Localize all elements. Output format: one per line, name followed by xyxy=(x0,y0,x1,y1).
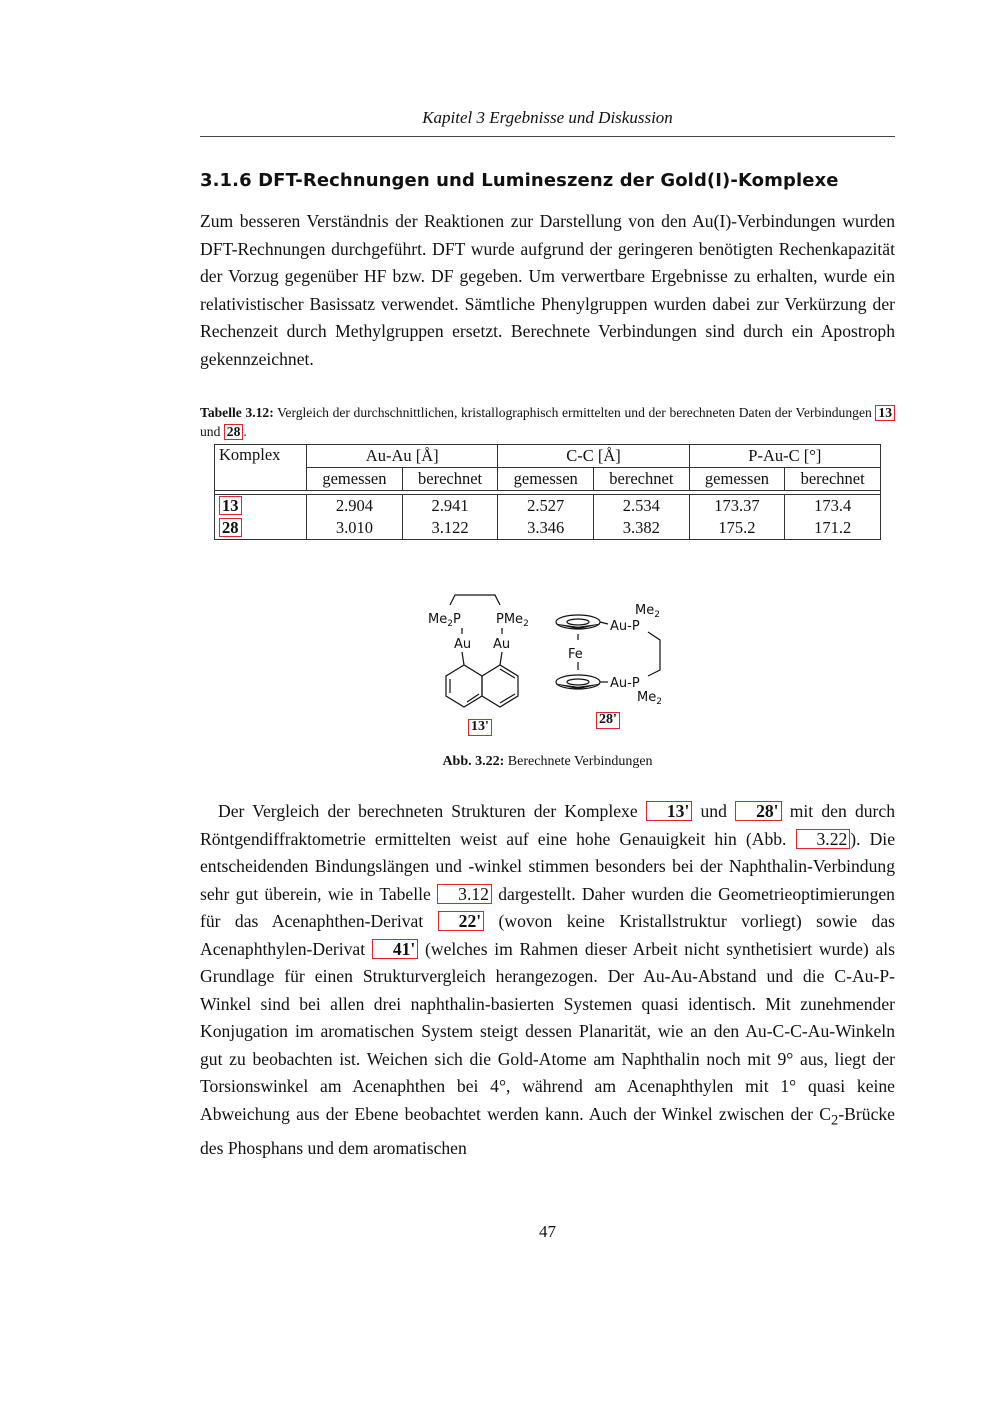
table-cell: 175.2 xyxy=(689,517,785,540)
ref-link-13-prime[interactable]: 13' xyxy=(646,801,692,821)
ref-link-fig-3-22[interactable]: 3.22 xyxy=(796,829,851,849)
table-cell: 173.4 xyxy=(785,495,881,518)
text-run: (wovon keine Kristallstruktur vorliegt) sowie das Acenaphthylen-Derivat xyxy=(200,911,895,959)
atom-label-fe: Fe xyxy=(568,647,583,662)
table-cell: 2.534 xyxy=(594,495,690,518)
table-caption-and: und xyxy=(200,424,221,439)
table-cell: 3.122 xyxy=(402,517,498,540)
table-caption xyxy=(200,403,895,441)
table-cell: 3.382 xyxy=(594,517,690,540)
ref-link-28-prime[interactable]: 28' xyxy=(735,801,781,821)
subheader: gemessen xyxy=(498,468,594,491)
atom-label-pme2: PMe$_2$ xyxy=(496,612,529,629)
table-cell: 3.010 xyxy=(307,517,403,540)
subheader: berechnet xyxy=(785,468,881,491)
header-komplex: Komplex xyxy=(215,445,307,491)
text-run: Der Vergleich der berechneten Strukturen der Komplexe xyxy=(218,801,646,821)
atom-label-me2: $Me_2$ xyxy=(637,690,662,707)
subheader: berechnet xyxy=(402,468,498,491)
subscript: 2 xyxy=(831,1112,839,1129)
text-run: ). Die entscheidenden Bindungslängen und -winkel stimmen besonders bei der Naphthalin-Verbindung sehr gut überein, wie in Tabelle xyxy=(200,828,895,904)
table-cell: 2.904 xyxy=(307,495,403,518)
atom-label-au: Au xyxy=(454,637,472,652)
table-cell: 2.941 xyxy=(402,495,498,518)
subheader: berechnet xyxy=(594,468,690,491)
subheader: gemessen xyxy=(307,468,403,491)
table-row xyxy=(215,517,881,540)
header-group-c-c: C-C [Å] xyxy=(498,445,689,468)
section-title: 3.1.6 DFT-Rechnungen und Lumineszenz der Gold(I)-Komplexe xyxy=(200,170,839,191)
table-cell: 3.346 xyxy=(498,517,594,540)
table-cell: 2.527 xyxy=(498,495,594,518)
figure-caption-label: Abb. 3.22: xyxy=(442,754,505,769)
text-run: -Brücke des Phosphans und dem aromatischen xyxy=(200,1103,895,1158)
table-cell: 173.37 xyxy=(689,495,785,518)
figure-label-13[interactable]: 13' xyxy=(468,719,492,736)
comparison-table xyxy=(214,444,881,540)
paragraph-discussion xyxy=(200,798,895,1162)
text-run: und xyxy=(692,801,736,821)
subheader: gemessen xyxy=(689,468,785,491)
header-rule xyxy=(200,136,895,137)
atom-label-au-p: Au-P xyxy=(610,676,640,691)
page-number: 47 xyxy=(539,1222,556,1241)
ref-link-table-3-12[interactable]: 3.12 xyxy=(437,884,492,904)
table-row xyxy=(215,495,881,518)
paragraph-intro: Zum besseren Verständnis der Reaktionen zur Darstellung von den Au(I)-Verbindungen wurden DFT-Rechnungen durchgeführt. DFT wurde aufgrund der geringeren benötigten Rechenkapazität der Vorzug gegenüber HF bzw. DF gegeben. Um verwertbare Ergebnisse zu erhalten, wurde ein relativistischer Basissatz verwendet. Sämtliche Phenylgruppen wurden dabei zur Verkürzung der Rechenzeit durch Methylgruppen ersetzt. Berechnete Verbindungen sind durch ein Apostroph gekennzeichnet. xyxy=(200,211,895,369)
text-run: mit den durch Röntgendiffraktometrie ermittelten weist auf eine hohe Genauigkeit hin (Abb. xyxy=(200,801,896,849)
ref-link-13-row[interactable]: 13 xyxy=(219,496,242,515)
ref-link-22-prime[interactable]: 22' xyxy=(438,911,484,931)
ref-link-28[interactable]: 28 xyxy=(224,424,244,440)
figure-structures xyxy=(420,590,680,740)
text-run: (welches im Rahmen dieser Arbeit nicht synthetisiert wurde) als Grundlage für einen Strukturvergleich herangezogen. Der Au-Au-Abstand und die C-Au-P-Winkel sind bei allen drei naphthalin-basierten Systemen quasi identisch. Mit zunehmender Konjugation im aromatischen System steigt dessen Planarität, wie an den Au-C-C-Au-Winkeln gut zu beobachten ist. Weichen sich die Gold-Atome am Naphthalin noch mit 9° aus, liegt der Torsionswinkel am Acenaphthen bei 4°, während am Acenaphthylen mit 1° quasi keine Abweichung aus der Ebene beobachtet werden kann. Auch der Winkel zwischen der C xyxy=(200,938,895,1124)
atom-label-au: Au xyxy=(493,637,511,652)
structure-drawing xyxy=(420,590,680,740)
table-caption-end: . xyxy=(243,424,247,439)
row-komplex-cell xyxy=(215,495,307,518)
ref-link-28-row[interactable]: 28 xyxy=(219,518,242,537)
atom-label-au-p: Au-P xyxy=(610,619,640,634)
ref-link-13[interactable]: 13 xyxy=(875,405,895,421)
table-caption-label: Tabelle 3.12: xyxy=(200,405,274,420)
figure-caption xyxy=(200,754,895,770)
table-header-row xyxy=(215,445,881,468)
table-cell: 171.2 xyxy=(785,517,881,540)
running-header: Kapitel 3 Ergebnisse und Diskussion xyxy=(422,108,673,127)
atom-label-me2: $Me_2$ xyxy=(635,603,660,620)
header-group-p-au-c: P-Au-C [°] xyxy=(689,445,880,468)
row-komplex-cell xyxy=(215,517,307,540)
table-caption-text: Vergleich der durchschnittlichen, kristallographisch ermittelten und der berechneten Daten der Verbindungen xyxy=(277,405,872,420)
text-run: dargestellt. Daher wurden die Geometrieoptimierungen für das Acenaphthen-Derivat xyxy=(200,883,895,931)
atom-label-me2p: $Me_2P$ xyxy=(428,612,461,629)
header-group-au-au: Au-Au [Å] xyxy=(307,445,498,468)
ref-link-41-prime[interactable]: 41' xyxy=(372,939,418,959)
figure-label-28[interactable]: 28' xyxy=(596,712,620,729)
table-subheader-row xyxy=(215,468,881,491)
figure-caption-text: Berechnete Verbindungen xyxy=(507,754,653,769)
